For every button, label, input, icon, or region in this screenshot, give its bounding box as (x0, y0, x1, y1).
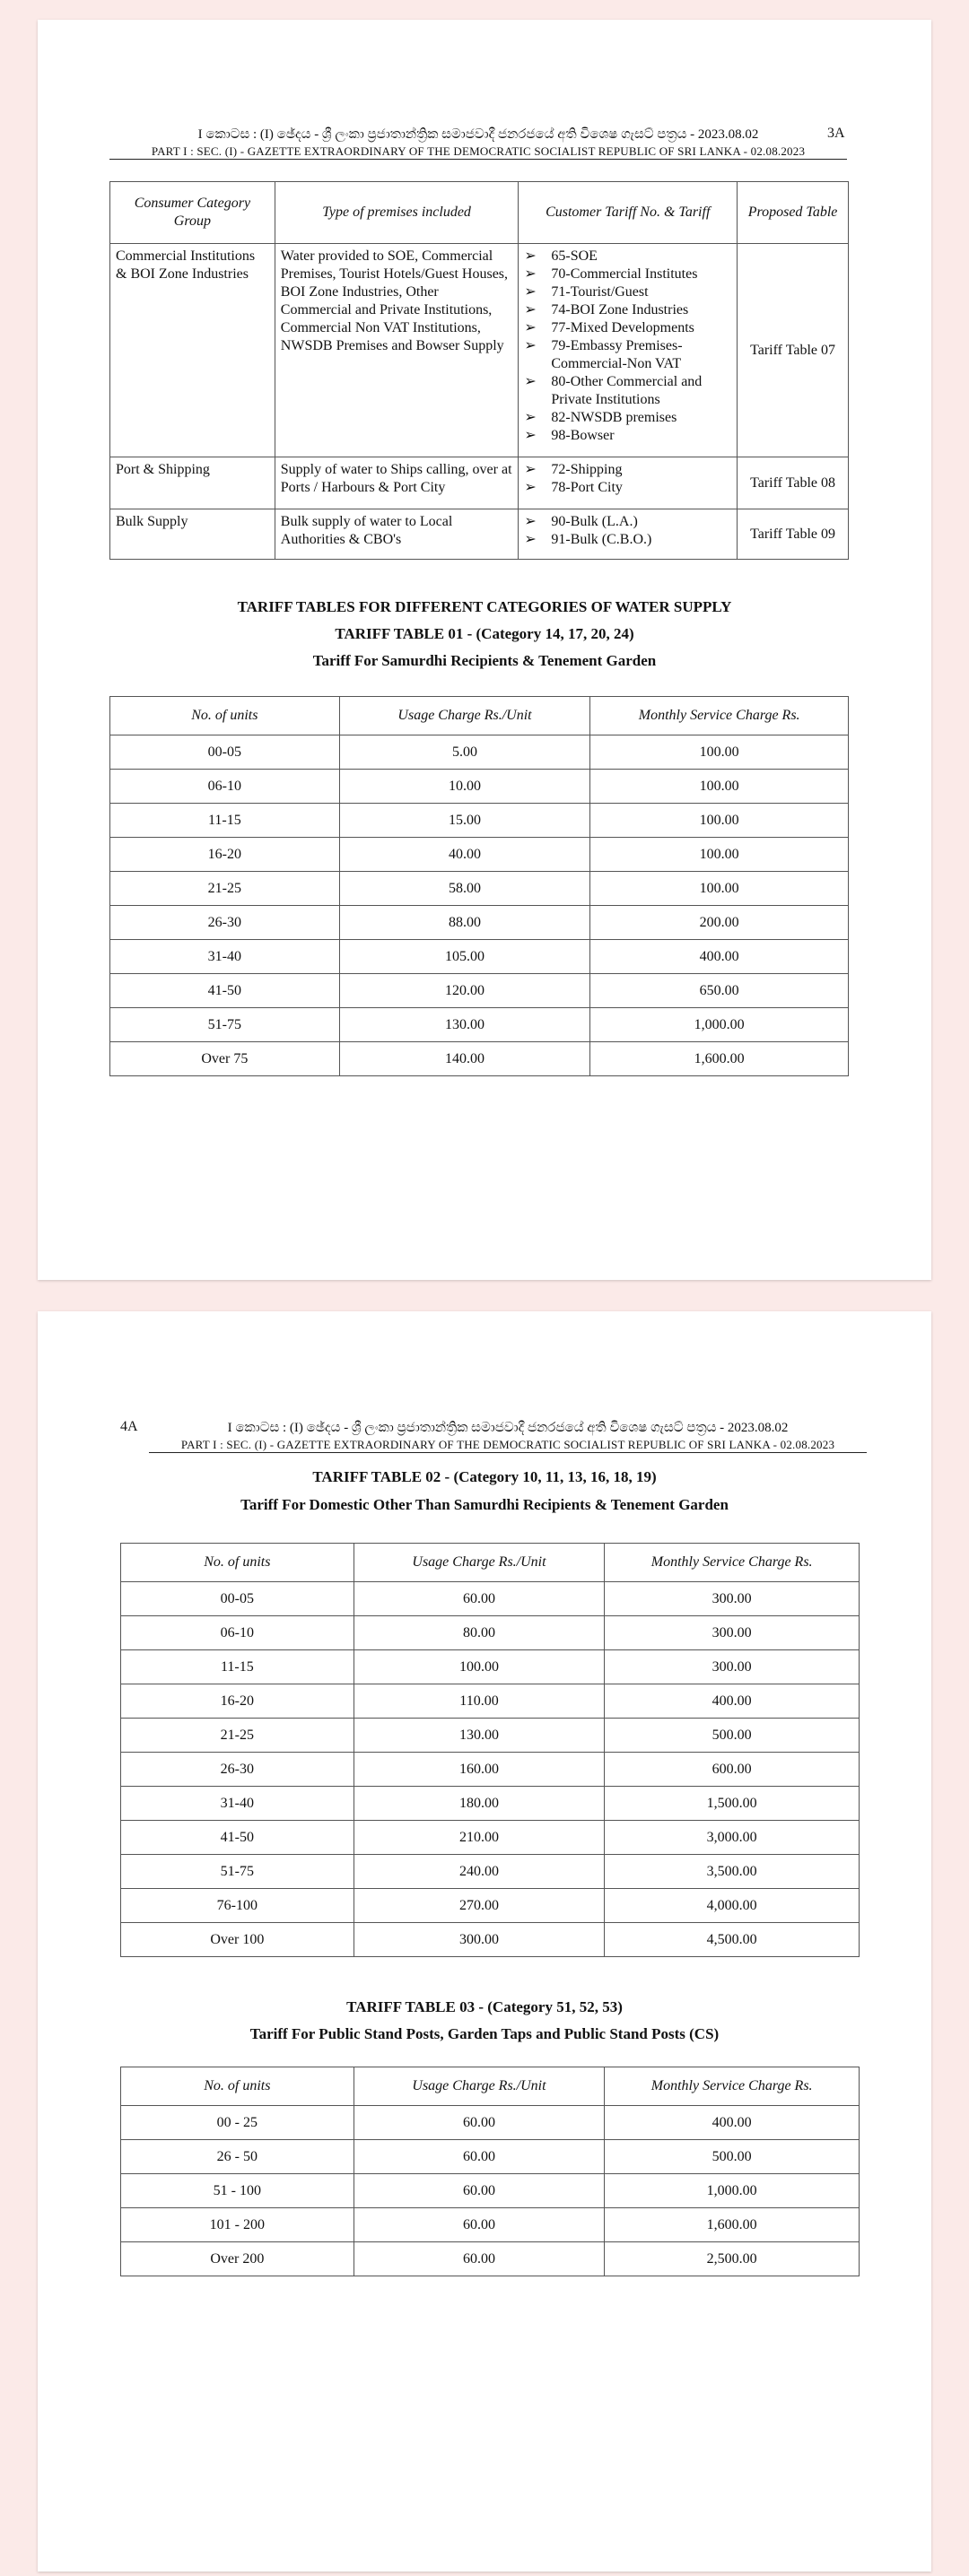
tariff-table-02 (120, 1543, 860, 1957)
units-range: Over 75 (110, 1042, 340, 1076)
category-row (110, 244, 849, 457)
category-table (109, 181, 849, 560)
usage-charge: 110.00 (354, 1684, 605, 1719)
page-header (149, 1419, 867, 1453)
page-number: 4A (120, 1419, 138, 1434)
tariff-item: ➢ 71-Tourist/Guest (524, 283, 731, 301)
table02-subtitle: Tariff For Domestic Other Than Samurdhi Recipients & Tenement Garden (240, 1496, 729, 1513)
usage-charge: 15.00 (339, 804, 590, 838)
service-charge: 2,500.00 (605, 2242, 860, 2276)
units-range: 51-75 (121, 1855, 354, 1889)
table-row (121, 1787, 860, 1821)
table-row (110, 1042, 849, 1076)
table01-title: TARIFF TABLE 01 - (Category 14, 17, 20, 24) (335, 625, 634, 642)
table-row (110, 974, 849, 1008)
units-range: 06-10 (110, 770, 340, 804)
table-row (110, 906, 849, 940)
service-charge: 1,000.00 (590, 1008, 849, 1042)
table03-title: TARIFF TABLE 03 - (Category 51, 52, 53) (346, 1998, 623, 2015)
usage-charge: 60.00 (354, 2174, 605, 2208)
service-charge: 200.00 (590, 906, 849, 940)
service-charge: 100.00 (590, 735, 849, 770)
section-title: TARIFF TABLES FOR DIFFERENT CATEGORIES OF WATER SUPPLY (237, 598, 732, 615)
table-row (121, 1889, 860, 1923)
header-sinhala: I කොටස : (I) ඡේදය - ශ්‍රී ලංකා ප්‍රජාතාන්ත්‍රික සමාජවාදී ජනරජයේ අති විශෙෂ ගැසට් පත්‍රය - 2023.08.02 (227, 1421, 789, 1435)
category-row (110, 509, 849, 560)
units-range: 00 - 25 (121, 2106, 354, 2140)
units-range: Over 100 (121, 1923, 354, 1957)
units-range: 00-05 (121, 1582, 354, 1616)
table-row (121, 1753, 860, 1787)
table-row (110, 735, 849, 770)
tariff-list-cell (519, 244, 738, 457)
units-range: 00-05 (110, 735, 340, 770)
column-header: Monthly Service Charge Rs. (605, 1544, 860, 1582)
table-row (110, 872, 849, 906)
service-charge: 500.00 (605, 2140, 860, 2174)
service-charge: 4,500.00 (605, 1923, 860, 1957)
tariff-list-cell (519, 457, 738, 509)
table-row (121, 2242, 860, 2276)
table-row (121, 1684, 860, 1719)
usage-charge: 60.00 (354, 2106, 605, 2140)
table-row (110, 940, 849, 974)
tariff-list-cell (519, 509, 738, 560)
table-row (121, 1582, 860, 1616)
units-range: 51-75 (110, 1008, 340, 1042)
premises-type: Water provided to SOE, Commercial Premises, Tourist Hotels/Guest Houses, BOI Zone Industries, Other Commercial and Private Institutions, Commercial Non VAT Institutions, NWSDB Premises and Bowser Supply (275, 244, 519, 457)
proposed-table: Tariff Table 07 (738, 244, 849, 457)
header-sinhala: I කොටස : (I) ඡේදය - ශ්‍රී ලංකා ප්‍රජාතාන්ත්‍රික සමාජවාදී ජනරජයේ අති විශෙෂ ගැසට් පත්‍රය - 2023.08.02 (197, 127, 759, 142)
table-header (110, 697, 849, 735)
usage-charge: 100.00 (354, 1650, 605, 1684)
usage-charge: 130.00 (354, 1719, 605, 1753)
tariff-item: ➢ 79-Embassy Premises-Commercial-Non VAT (524, 337, 731, 373)
tariff-item: ➢ 70-Commercial Institutes (524, 265, 731, 283)
usage-charge: 160.00 (354, 1753, 605, 1787)
service-charge: 1,600.00 (605, 2208, 860, 2242)
service-charge: 400.00 (605, 1684, 860, 1719)
usage-charge: 270.00 (354, 1889, 605, 1923)
units-range: 16-20 (110, 838, 340, 872)
usage-charge: 40.00 (339, 838, 590, 872)
service-charge: 300.00 (605, 1650, 860, 1684)
tariff-table-01 (109, 696, 849, 1076)
table-row (110, 1008, 849, 1042)
tariff-item: ➢ 78-Port City (524, 479, 731, 497)
page-number: 3A (827, 126, 845, 141)
table-row (121, 1821, 860, 1855)
service-charge: 400.00 (590, 940, 849, 974)
usage-charge: 120.00 (339, 974, 590, 1008)
usage-charge: 210.00 (354, 1821, 605, 1855)
units-range: 41-50 (110, 974, 340, 1008)
tariff-item: ➢ 90-Bulk (L.A.) (524, 513, 731, 531)
units-range: 16-20 (121, 1684, 354, 1719)
service-charge: 100.00 (590, 770, 849, 804)
tariff-item: ➢ 80-Other Commercial and Private Institutions (524, 373, 731, 409)
service-charge: 4,000.00 (605, 1889, 860, 1923)
column-header: Usage Charge Rs./Unit (339, 697, 590, 735)
table-row (121, 2140, 860, 2174)
usage-charge: 105.00 (339, 940, 590, 974)
table-row (121, 1616, 860, 1650)
tariff-list (524, 461, 731, 497)
tariff-list (524, 513, 731, 549)
header-english: PART I : SEC. (I) - GAZETTE EXTRAORDINARY OF THE DEMOCRATIC SOCIALIST REPUBLIC OF SRI LANKA - 02.08.2023 (149, 1437, 867, 1453)
column-header: Proposed Table (738, 182, 849, 244)
service-charge: 300.00 (605, 1582, 860, 1616)
column-header: Type of premises included (275, 182, 519, 244)
usage-charge: 140.00 (339, 1042, 590, 1076)
table-header (121, 1544, 860, 1582)
usage-charge: 60.00 (354, 2208, 605, 2242)
usage-charge: 58.00 (339, 872, 590, 906)
units-range: 31-40 (121, 1787, 354, 1821)
column-header: No. of units (121, 1544, 354, 1582)
units-range: 26-30 (121, 1753, 354, 1787)
tariff-item: ➢ 98-Bowser (524, 427, 731, 445)
units-range: 21-25 (121, 1719, 354, 1753)
table-row (121, 1923, 860, 1957)
category-table-header (110, 182, 849, 244)
units-range: 06-10 (121, 1616, 354, 1650)
tariff-item: ➢ 74-BOI Zone Industries (524, 301, 731, 319)
table-row (121, 2106, 860, 2140)
units-range: 26 - 50 (121, 2140, 354, 2174)
column-header: No. of units (110, 697, 340, 735)
usage-charge: 300.00 (354, 1923, 605, 1957)
table-header (121, 2067, 860, 2106)
table-row (121, 1719, 860, 1753)
header-english: PART I : SEC. (I) - GAZETTE EXTRAORDINARY OF THE DEMOCRATIC SOCIALIST REPUBLIC OF SRI LANKA - 02.08.2023 (109, 144, 847, 160)
tariff-item: ➢ 91-Bulk (C.B.O.) (524, 531, 731, 549)
service-charge: 100.00 (590, 804, 849, 838)
usage-charge: 60.00 (354, 2140, 605, 2174)
column-header: Consumer Category Group (110, 182, 275, 244)
column-header: Monthly Service Charge Rs. (605, 2067, 860, 2106)
units-range: Over 200 (121, 2242, 354, 2276)
units-range: 41-50 (121, 1821, 354, 1855)
usage-charge: 5.00 (339, 735, 590, 770)
table03-subtitle: Tariff For Public Stand Posts, Garden Taps and Public Stand Posts (CS) (249, 2025, 720, 2042)
column-header: Usage Charge Rs./Unit (354, 2067, 605, 2106)
service-charge: 1,600.00 (590, 1042, 849, 1076)
units-range: 11-15 (110, 804, 340, 838)
tariff-table-03 (120, 2067, 860, 2276)
tariff-item: ➢ 65-SOE (524, 248, 731, 265)
column-header: No. of units (121, 2067, 354, 2106)
service-charge: 3,000.00 (605, 1821, 860, 1855)
column-header: Monthly Service Charge Rs. (590, 697, 849, 735)
units-range: 11-15 (121, 1650, 354, 1684)
usage-charge: 240.00 (354, 1855, 605, 1889)
service-charge: 500.00 (605, 1719, 860, 1753)
premises-type: Bulk supply of water to Local Authorities & CBO's (275, 509, 519, 560)
units-range: 51 - 100 (121, 2174, 354, 2208)
page-header (109, 126, 847, 160)
column-header: Usage Charge Rs./Unit (354, 1544, 605, 1582)
proposed-table: Tariff Table 09 (738, 509, 849, 560)
units-range: 31-40 (110, 940, 340, 974)
consumer-category-group: Bulk Supply (110, 509, 275, 560)
table-row (121, 1855, 860, 1889)
proposed-table: Tariff Table 08 (738, 457, 849, 509)
usage-charge: 88.00 (339, 906, 590, 940)
service-charge: 100.00 (590, 872, 849, 906)
service-charge: 300.00 (605, 1616, 860, 1650)
service-charge: 600.00 (605, 1753, 860, 1787)
gazette-page-4a (38, 1311, 931, 2572)
usage-charge: 10.00 (339, 770, 590, 804)
service-charge: 650.00 (590, 974, 849, 1008)
usage-charge: 60.00 (354, 1582, 605, 1616)
service-charge: 1,500.00 (605, 1787, 860, 1821)
tariff-item: ➢ 72-Shipping (524, 461, 731, 479)
units-range: 26-30 (110, 906, 340, 940)
category-row (110, 457, 849, 509)
service-charge: 3,500.00 (605, 1855, 860, 1889)
service-charge: 100.00 (590, 838, 849, 872)
gazette-page-3a (38, 20, 931, 1280)
usage-charge: 60.00 (354, 2242, 605, 2276)
tariff-item: ➢ 77-Mixed Developments (524, 319, 731, 337)
premises-type: Supply of water to Ships calling, over at Ports / Harbours & Port City (275, 457, 519, 509)
units-range: 76-100 (121, 1889, 354, 1923)
table02-title: TARIFF TABLE 02 - (Category 10, 11, 13, 16, 18, 19) (312, 1468, 657, 1485)
tariff-list (524, 248, 731, 445)
units-range: 21-25 (110, 872, 340, 906)
consumer-category-group: Port & Shipping (110, 457, 275, 509)
service-charge: 400.00 (605, 2106, 860, 2140)
usage-charge: 80.00 (354, 1616, 605, 1650)
tariff-item: ➢ 82-NWSDB premises (524, 409, 731, 427)
usage-charge: 180.00 (354, 1787, 605, 1821)
usage-charge: 130.00 (339, 1008, 590, 1042)
table-row (110, 838, 849, 872)
consumer-category-group: Commercial Institutions & BOI Zone Industries (110, 244, 275, 457)
table01-subtitle: Tariff For Samurdhi Recipients & Tenement Garden (312, 652, 657, 669)
table-row (121, 2208, 860, 2242)
table-row (110, 770, 849, 804)
service-charge: 1,000.00 (605, 2174, 860, 2208)
table-row (121, 2174, 860, 2208)
table-row (121, 1650, 860, 1684)
table-row (110, 804, 849, 838)
column-header: Customer Tariff No. & Tariff (519, 182, 738, 244)
units-range: 101 - 200 (121, 2208, 354, 2242)
